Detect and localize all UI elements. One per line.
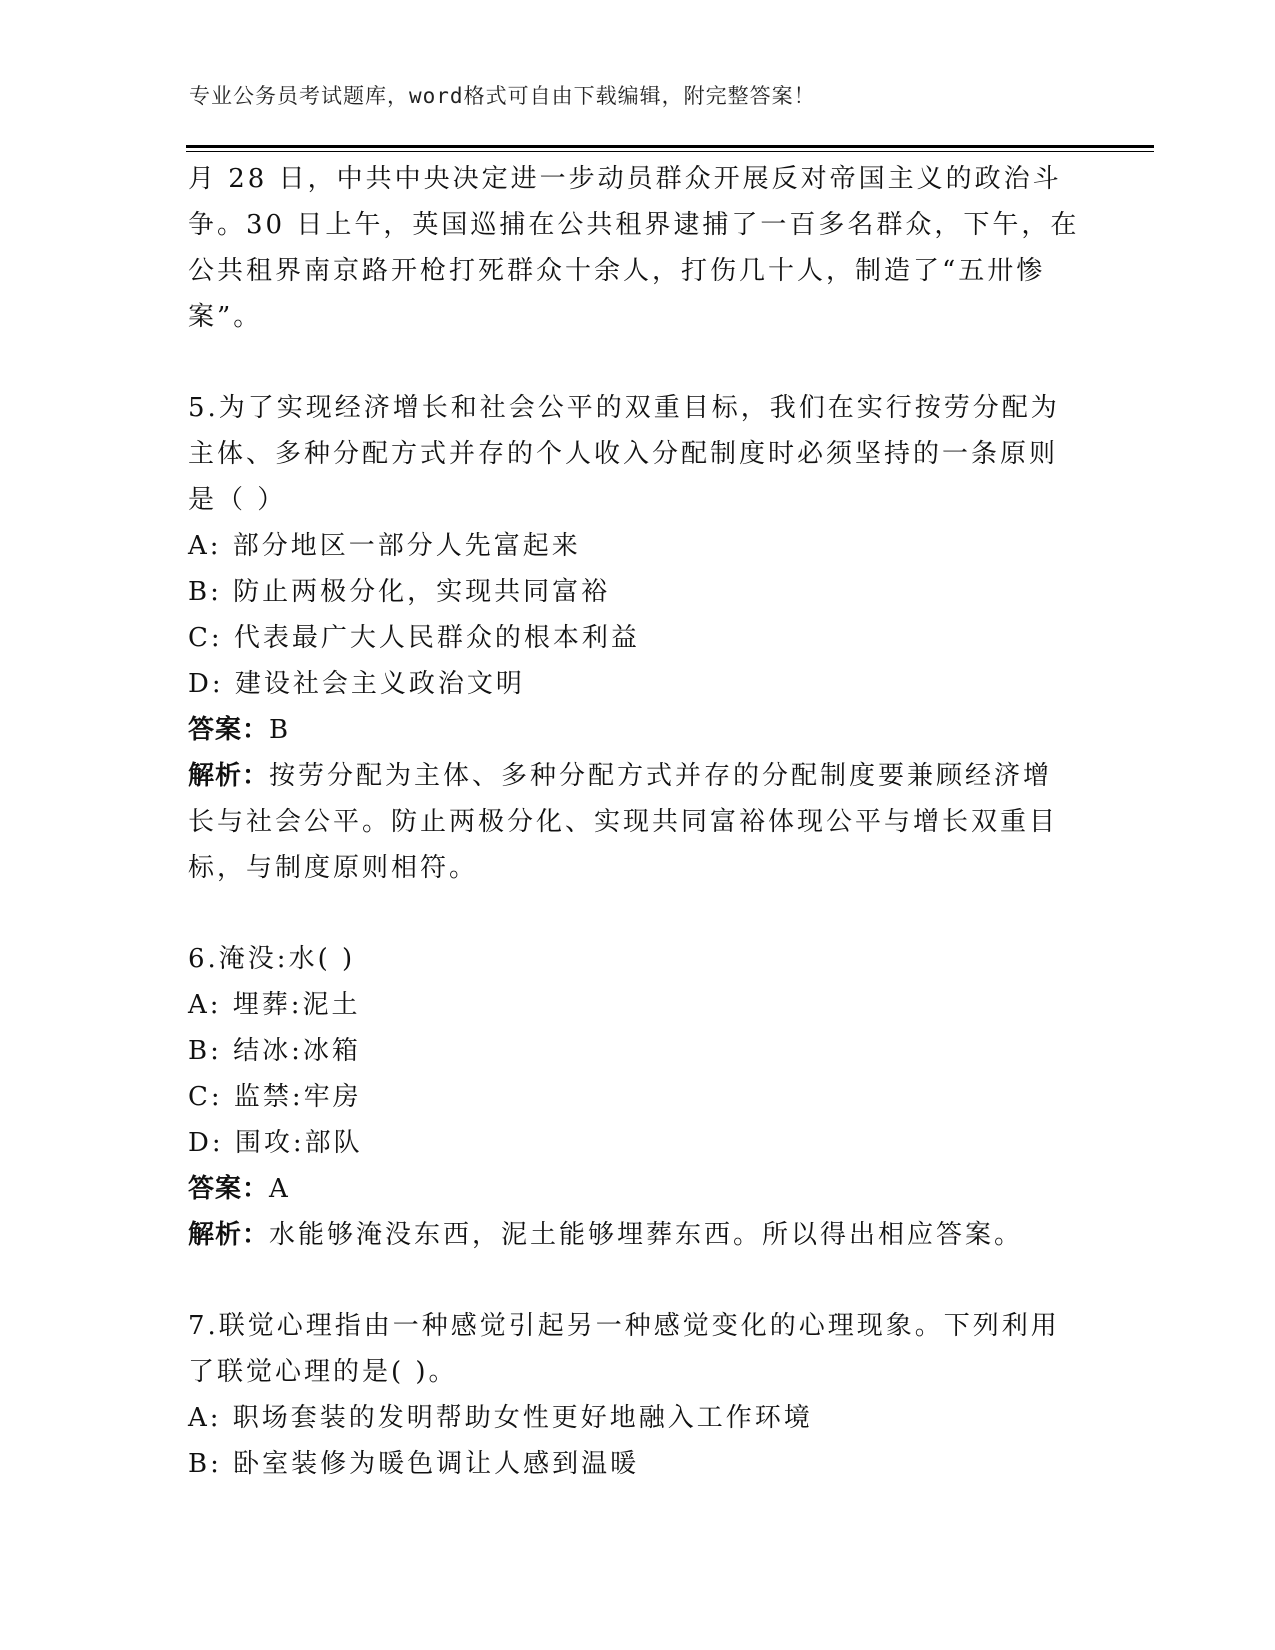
document-body (188, 156, 1088, 1487)
text-line: 争。30 日上午，英国巡捕在公共租界逮捕了一百多名群众，下午，在 (188, 210, 1080, 240)
option-a: A: 埋葬:泥土 (188, 990, 361, 1020)
spacer (188, 1258, 1088, 1303)
question-7 (188, 1303, 1088, 1487)
text-line: 公共租界南京路开枪打死群众十余人，打伤几十人，制造了“五卅惨 (188, 256, 1046, 286)
question-5 (188, 385, 1088, 891)
analysis-text: 水能够淹没东西，泥土能够埋葬东西。所以得出相应答案。 (269, 1220, 1024, 1250)
text-line: 月 28 日，中共中央决定进一步动员群众开展反对帝国主义的政治斗 (188, 164, 1062, 194)
text-line: 案”。 (188, 302, 263, 332)
question-stem: 是（ ） (188, 485, 287, 515)
answer-line (188, 1166, 1088, 1212)
answer-value: B (269, 715, 292, 745)
analysis-label: 解析： (188, 761, 270, 791)
analysis-text: 按劳分配为主体、多种分配方式并存的分配制度要兼顾经济增 (269, 761, 1053, 791)
question-stem: 5.为了实现经济增长和社会公平的双重目标，我们在实行按劳分配为 (188, 393, 1060, 423)
question-6 (188, 936, 1088, 1258)
spacer (188, 340, 1088, 385)
answer-label: 答案： (188, 715, 270, 745)
continuation-paragraph (188, 156, 1088, 340)
option-d: D: 建设社会主义政治文明 (188, 669, 525, 699)
option-c: C: 监禁:牢房 (188, 1082, 362, 1112)
analysis-label: 解析： (188, 1220, 270, 1250)
header-rule-thick (186, 145, 1154, 148)
analysis-line: 长与社会公平。防止两极分化、实现共同富裕体现公平与增长双重目 (188, 807, 1059, 837)
page-header: 专业公务员考试题库，word格式可自由下载编辑，附完整答案！ (189, 84, 816, 108)
analysis-line (188, 1212, 1088, 1258)
answer-label: 答案： (188, 1174, 270, 1204)
question-stem: 了联觉心理的是( )。 (188, 1357, 458, 1387)
analysis-line (188, 753, 1088, 799)
option-b: B: 防止两极分化，实现共同富裕 (188, 577, 611, 607)
option-d: D: 围攻:部队 (188, 1128, 363, 1158)
question-stem: 主体、多种分配方式并存的个人收入分配制度时必须坚持的一条原则 (188, 439, 1059, 469)
spacer (188, 891, 1088, 936)
analysis-line: 标，与制度原则相符。 (188, 853, 479, 883)
header-rule-thin (186, 151, 1154, 152)
question-stem: 7.联觉心理指由一种感觉引起另一种感觉变化的心理现象。下列利用 (188, 1311, 1060, 1341)
option-b: B: 卧室装修为暖色调让人感到温暖 (188, 1449, 640, 1479)
answer-line (188, 707, 1088, 753)
option-b: B: 结冰:冰箱 (188, 1036, 361, 1066)
answer-value: A (269, 1174, 291, 1204)
option-a: A: 部分地区一部分人先富起来 (188, 531, 581, 561)
option-a: A: 职场套装的发明帮助女性更好地融入工作环境 (188, 1403, 813, 1433)
option-c: C: 代表最广大人民群众的根本利益 (188, 623, 640, 653)
question-stem: 6.淹没:水( ) (188, 944, 356, 974)
